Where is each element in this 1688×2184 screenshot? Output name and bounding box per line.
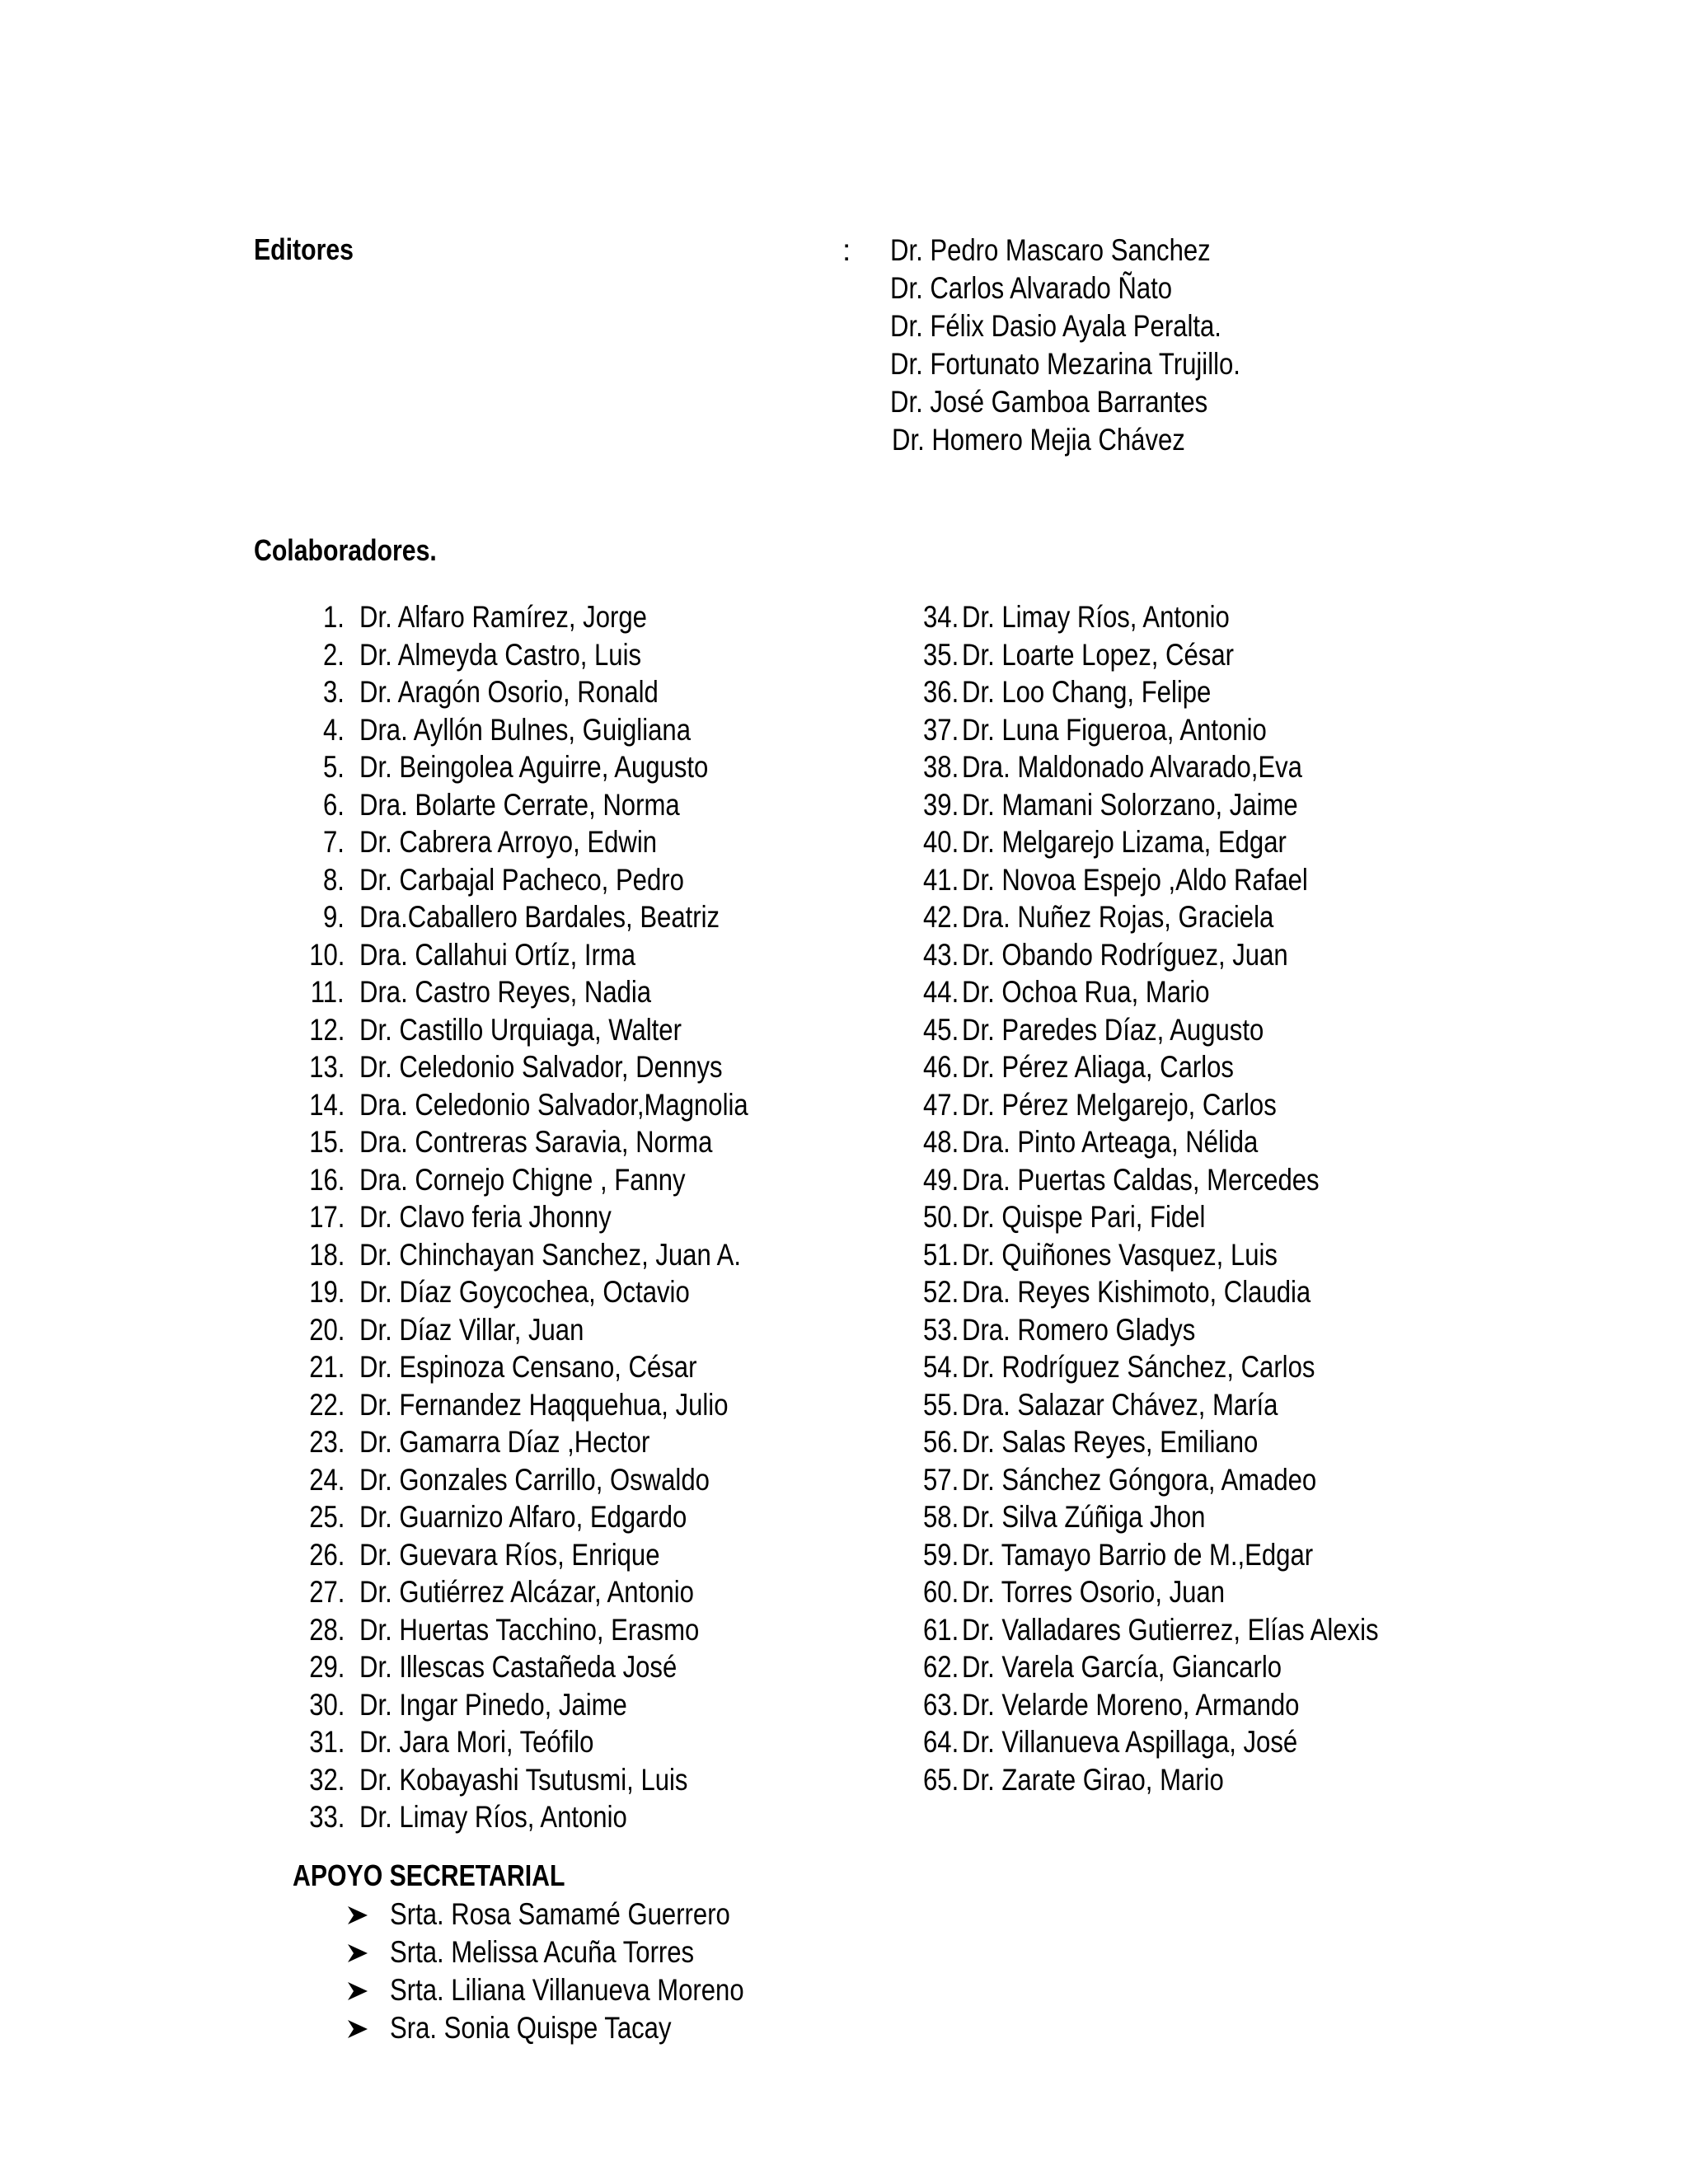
list-number: 15. — [308, 1125, 345, 1159]
secretarial-name: Srta. Rosa Samamé Guerrero — [390, 1897, 730, 1931]
collaborator-item — [323, 786, 823, 824]
collaborator-name: Dra. Contreras Saravia, Norma — [359, 1125, 713, 1159]
collaborator-name: Dr. Pérez Aliaga, Carlos — [962, 1050, 1235, 1084]
secretarial-list — [390, 1896, 811, 2047]
list-number: 8. — [323, 862, 345, 897]
list-number: 46. — [923, 1050, 959, 1084]
collaborator-name: Dr. Ochoa Rua, Mario — [962, 975, 1210, 1009]
list-number: 65. — [923, 1762, 959, 1797]
list-number: 18. — [308, 1237, 345, 1272]
collaborator-item — [308, 1648, 823, 1686]
list-number: 37. — [923, 712, 959, 747]
collaborator-name: Dr. Rodríguez Sánchez, Carlos — [962, 1350, 1315, 1384]
collaborator-name: Dr. Fernandez Haqquehua, Julio — [359, 1387, 729, 1422]
list-number: 22. — [308, 1387, 345, 1422]
list-number: 57. — [923, 1462, 959, 1497]
list-number: 14. — [308, 1087, 345, 1122]
collaborator-item — [308, 1048, 823, 1086]
collaborator-item — [308, 1461, 823, 1499]
collaborator-name: Dr. Guarnizo Alfaro, Edgardo — [359, 1500, 687, 1534]
collaborator-name: Dr. Kobayashi Tsutusmi, Luis — [359, 1762, 688, 1797]
collaborator-item — [923, 748, 1458, 786]
secretarial-item — [390, 1933, 811, 1971]
collaborator-item — [308, 1686, 823, 1724]
list-number: 48. — [923, 1125, 959, 1159]
collaborator-name: Dra.Caballero Bardales, Beatriz — [359, 900, 720, 934]
collaborator-item — [923, 1048, 1458, 1086]
list-number: 30. — [308, 1687, 345, 1722]
list-number: 10. — [308, 937, 345, 972]
collaborator-name: Dr. Guevara Ríos, Enrique — [359, 1537, 660, 1572]
arrowhead-bullet-icon — [347, 1933, 372, 1971]
collaborator-name: Dra. Cornejo Chigne , Fanny — [359, 1162, 686, 1197]
collaborator-item — [308, 1198, 823, 1236]
list-number: 9. — [323, 900, 345, 934]
collaborator-name: Dr. Gamarra Díaz ,Hector — [359, 1425, 650, 1459]
list-number: 11. — [311, 975, 345, 1009]
collaborator-item — [323, 861, 823, 899]
secretarial-name: Srta. Liliana Villanueva Moreno — [390, 1973, 744, 2007]
list-number: 42. — [923, 900, 959, 934]
list-number: 39. — [923, 787, 959, 822]
collaborator-name: Dr. Novoa Espejo ,Aldo Rafael — [962, 862, 1309, 897]
collaborator-item — [923, 636, 1458, 674]
list-number: 35. — [923, 637, 959, 672]
collaborator-name: Dr. Celedonio Salvador, Dennys — [359, 1050, 723, 1084]
collaborator-name: Dra. Romero Gladys — [962, 1312, 1196, 1347]
collaborator-name: Dr. Cabrera Arroyo, Edwin — [359, 825, 658, 859]
collaborator-item — [923, 1723, 1458, 1761]
list-number: 63. — [923, 1687, 959, 1722]
collaborator-name: Dr. Salas Reyes, Emiliano — [962, 1425, 1259, 1459]
list-number: 64. — [923, 1725, 959, 1759]
collaborator-name: Dr. Beingolea Aguirre, Augusto — [359, 750, 709, 784]
list-number: 60. — [923, 1575, 959, 1609]
collaborator-item — [923, 1648, 1458, 1686]
list-number: 5. — [323, 750, 345, 784]
secretarial-item — [390, 2009, 811, 2047]
collaborator-item — [923, 1011, 1458, 1049]
secretarial-name: Srta. Melissa Acuña Torres — [390, 1935, 695, 1969]
list-number: 6. — [323, 787, 345, 822]
list-number: 19. — [308, 1275, 345, 1309]
list-number: 33. — [308, 1800, 345, 1834]
collaborator-item — [923, 1611, 1458, 1649]
list-number: 44. — [923, 975, 959, 1009]
collaborator-item — [323, 748, 823, 786]
collaborator-name: Dr. Clavo feria Jhonny — [359, 1200, 612, 1234]
collaborator-name: Dr. Sánchez Góngora, Amadeo — [962, 1462, 1317, 1497]
list-number: 28. — [308, 1612, 345, 1647]
list-number: 59. — [923, 1537, 959, 1572]
collaborator-item — [923, 1236, 1458, 1274]
collaborator-name: Dr. Limay Ríos, Antonio — [962, 600, 1231, 634]
list-number: 13. — [308, 1050, 345, 1084]
collaborator-item — [923, 1686, 1458, 1724]
collaborator-name: Dr. Loarte Lopez, César — [962, 637, 1235, 672]
list-number: 17. — [308, 1200, 345, 1234]
list-number: 7. — [323, 825, 345, 859]
collaborator-name: Dr. Mamani Solorzano, Jaime — [962, 787, 1299, 822]
collaborator-name: Dr. Jara Mori, Teófilo — [359, 1725, 594, 1759]
collaborator-item — [923, 1198, 1458, 1236]
collaborator-name: Dr. Tamayo Barrio de M.,Edgar — [962, 1537, 1314, 1572]
list-number: 47. — [923, 1087, 959, 1122]
collaborator-item — [923, 973, 1458, 1011]
editor-name: Dr. Félix Dasio Ayala Peralta. — [890, 309, 1221, 343]
collaborator-item — [923, 1348, 1458, 1386]
collaborator-name: Dra. Nuñez Rojas, Graciela — [962, 900, 1274, 934]
editor-name: Dr. Pedro Mascaro Sanchez — [890, 233, 1211, 267]
collaborator-name: Dr. Torres Osorio, Juan — [962, 1575, 1226, 1609]
secretarial-name: Sra. Sonia Quispe Tacay — [390, 2011, 672, 2045]
collaborator-item — [308, 1498, 823, 1536]
collaborator-item — [923, 823, 1458, 861]
collaborator-name: Dr. Gutiérrez Alcázar, Antonio — [359, 1575, 694, 1609]
list-number: 32. — [308, 1762, 345, 1797]
list-number: 4. — [323, 712, 345, 747]
collaborator-name: Dr. Quiñones Vasquez, Luis — [962, 1237, 1278, 1272]
collaborator-item — [308, 1311, 823, 1349]
collaborator-name: Dr. Chinchayan Sanchez, Juan A. — [359, 1237, 742, 1272]
collaborator-name: Dr. Almeyda Castro, Luis — [359, 637, 642, 672]
collaborator-name: Dr. Luna Figueroa, Antonio — [962, 712, 1268, 747]
list-number: 56. — [923, 1425, 959, 1459]
list-number: 21. — [308, 1350, 345, 1384]
list-number: 50. — [923, 1200, 959, 1234]
collaborator-item — [923, 936, 1458, 974]
collaborator-name: Dr. Varela García, Giancarlo — [962, 1650, 1282, 1684]
collaborator-name: Dr. Díaz Villar, Juan — [359, 1312, 584, 1347]
collaborator-name: Dr. Loo Chang, Felipe — [962, 675, 1212, 709]
list-number: 25. — [308, 1500, 345, 1534]
list-number: 55. — [923, 1387, 959, 1422]
editor-name: Dr. Homero Mejia Chávez — [892, 423, 1185, 457]
collaborator-item — [923, 1423, 1458, 1461]
arrowhead-bullet-icon — [347, 1971, 372, 2009]
list-number: 29. — [308, 1650, 345, 1684]
list-number: 49. — [923, 1162, 959, 1197]
collaborators-list-right — [923, 598, 1458, 1798]
collaborator-item — [923, 711, 1458, 749]
collaborator-item — [308, 1386, 823, 1424]
list-number: 41. — [923, 862, 959, 897]
collaborator-item — [308, 1423, 823, 1461]
list-number: 38. — [923, 750, 959, 784]
collaborator-name: Dr. Espinoza Censano, César — [359, 1350, 697, 1384]
collaborator-item — [323, 823, 823, 861]
collaborator-name: Dra. Castro Reyes, Nadia — [359, 975, 652, 1009]
collaborator-name: Dr. Pérez Melgarejo, Carlos — [962, 1087, 1278, 1122]
list-number: 2. — [323, 637, 345, 672]
collaborator-item — [308, 1348, 823, 1386]
secretarial-item — [390, 1896, 811, 1933]
editor-name: Dr. Carlos Alvarado Ñato — [890, 271, 1173, 305]
collaborator-name: Dr. Paredes Díaz, Augusto — [962, 1012, 1264, 1047]
collaborator-item — [923, 1498, 1458, 1536]
collaborator-name: Dra. Pinto Arteaga, Nélida — [962, 1125, 1259, 1159]
editors-separator: : — [842, 233, 851, 267]
collaborator-item — [923, 1123, 1458, 1161]
list-number: 26. — [308, 1537, 345, 1572]
collaborator-item — [923, 673, 1458, 711]
collaborator-item — [308, 1086, 823, 1124]
secretarial-heading: APOYO SECRETARIAL — [293, 1858, 565, 1892]
collaborator-name: Dr. Gonzales Carrillo, Oswaldo — [359, 1462, 710, 1497]
list-number: 1. — [323, 600, 345, 634]
list-number: 58. — [923, 1500, 959, 1534]
editor-name: Dr. José Gamboa Barrantes — [890, 385, 1208, 419]
list-number: 34. — [923, 600, 959, 634]
collaborator-name: Dr. Villanueva Aspillaga, José — [962, 1725, 1298, 1759]
list-number: 51. — [923, 1237, 959, 1272]
collaborator-name: Dr. Zarate Girao, Mario — [962, 1762, 1225, 1797]
list-number: 36. — [923, 675, 959, 709]
collaborator-name: Dr. Carbajal Pacheco, Pedro — [359, 862, 684, 897]
collaborator-name: Dra. Bolarte Cerrate, Norma — [359, 787, 680, 822]
collaborator-name: Dr. Castillo Urquiaga, Walter — [359, 1012, 682, 1047]
list-number: 24. — [308, 1462, 345, 1497]
collaborator-item — [308, 1161, 823, 1199]
collaborator-name: Dr. Huertas Tacchino, Erasmo — [359, 1612, 700, 1647]
collaborator-item — [323, 598, 823, 636]
editor-name: Dr. Fortunato Mezarina Trujillo. — [890, 347, 1240, 381]
collaborator-item — [308, 1611, 823, 1649]
collaborator-item — [923, 1161, 1458, 1199]
collaborator-name: Dr. Limay Ríos, Antonio — [359, 1800, 627, 1834]
collaborator-item — [308, 1798, 823, 1836]
collaborator-name: Dr. Ingar Pinedo, Jaime — [359, 1687, 627, 1722]
collaborator-name: Dra. Reyes Kishimoto, Claudia — [962, 1275, 1311, 1309]
list-number: 61. — [923, 1612, 959, 1647]
collaborator-name: Dr. Díaz Goycochea, Octavio — [359, 1275, 690, 1309]
collaborators-heading: Colaboradores. — [254, 533, 437, 567]
collaborator-item — [323, 636, 823, 674]
secretarial-item — [390, 1971, 811, 2009]
list-number: 43. — [923, 937, 959, 972]
list-number: 40. — [923, 825, 959, 859]
collaborator-item — [308, 1573, 823, 1611]
list-number: 31. — [308, 1725, 345, 1759]
collaborator-item — [923, 1761, 1458, 1799]
collaborator-item — [308, 1123, 823, 1161]
collaborator-item — [923, 1386, 1458, 1424]
list-number: 27. — [308, 1575, 345, 1609]
arrowhead-bullet-icon — [347, 1896, 372, 1933]
collaborator-name: Dra. Ayllón Bulnes, Guigliana — [359, 712, 691, 747]
collaborator-item — [923, 1573, 1458, 1611]
list-number: 20. — [308, 1312, 345, 1347]
list-number: 52. — [923, 1275, 959, 1309]
list-number: 16. — [308, 1162, 345, 1197]
list-number: 12. — [308, 1012, 345, 1047]
collaborator-item — [923, 598, 1458, 636]
collaborator-name: Dra. Callahui Ortíz, Irma — [359, 937, 636, 972]
list-number: 54. — [923, 1350, 959, 1384]
collaborator-item — [308, 1723, 823, 1761]
collaborator-name: Dr. Aragón Osorio, Ronald — [359, 675, 659, 709]
list-number: 3. — [323, 675, 345, 709]
collaborators-list-left — [308, 598, 823, 1836]
collaborator-name: Dr. Quispe Pari, Fidel — [962, 1200, 1206, 1234]
collaborator-name: Dr. Obando Rodríguez, Juan — [962, 937, 1289, 972]
collaborator-item — [923, 1311, 1458, 1349]
collaborator-name: Dra. Puertas Caldas, Mercedes — [962, 1162, 1320, 1197]
list-number: 23. — [308, 1425, 345, 1459]
collaborator-item — [923, 1461, 1458, 1499]
collaborator-item — [923, 1086, 1458, 1124]
collaborator-item — [308, 936, 823, 974]
collaborator-item — [923, 1273, 1458, 1311]
collaborator-item — [323, 711, 823, 749]
collaborator-item — [308, 1236, 823, 1274]
collaborator-item — [923, 861, 1458, 899]
collaborator-item — [323, 898, 823, 936]
arrowhead-bullet-icon — [347, 2009, 372, 2047]
collaborator-name: Dr. Valladares Gutierrez, Elías Alexis — [962, 1612, 1379, 1647]
list-number: 45. — [923, 1012, 959, 1047]
collaborator-item — [923, 898, 1458, 936]
collaborator-item — [311, 973, 823, 1011]
collaborator-item — [308, 1536, 823, 1574]
collaborator-name: Dr. Alfaro Ramírez, Jorge — [359, 600, 647, 634]
list-number: 62. — [923, 1650, 959, 1684]
collaborator-item — [923, 786, 1458, 824]
list-number: 53. — [923, 1312, 959, 1347]
collaborator-name: Dr. Silva Zúñiga Jhon — [962, 1500, 1206, 1534]
collaborator-item — [308, 1011, 823, 1049]
collaborator-name: Dr. Melgarejo Lizama, Edgar — [962, 825, 1287, 859]
collaborator-item — [323, 673, 823, 711]
collaborator-name: Dr. Velarde Moreno, Armando — [962, 1687, 1300, 1722]
collaborator-item — [308, 1761, 823, 1799]
collaborator-name: Dr. Illescas Castañeda José — [359, 1650, 678, 1684]
collaborator-name: Dra. Salazar Chávez, María — [962, 1387, 1278, 1422]
collaborator-item — [923, 1536, 1458, 1574]
editors-heading: Editores — [254, 232, 354, 266]
collaborator-name: Dra. Celedonio Salvador,Magnolia — [359, 1087, 748, 1122]
collaborator-name: Dra. Maldonado Alvarado,Eva — [962, 750, 1303, 784]
collaborator-item — [308, 1273, 823, 1311]
